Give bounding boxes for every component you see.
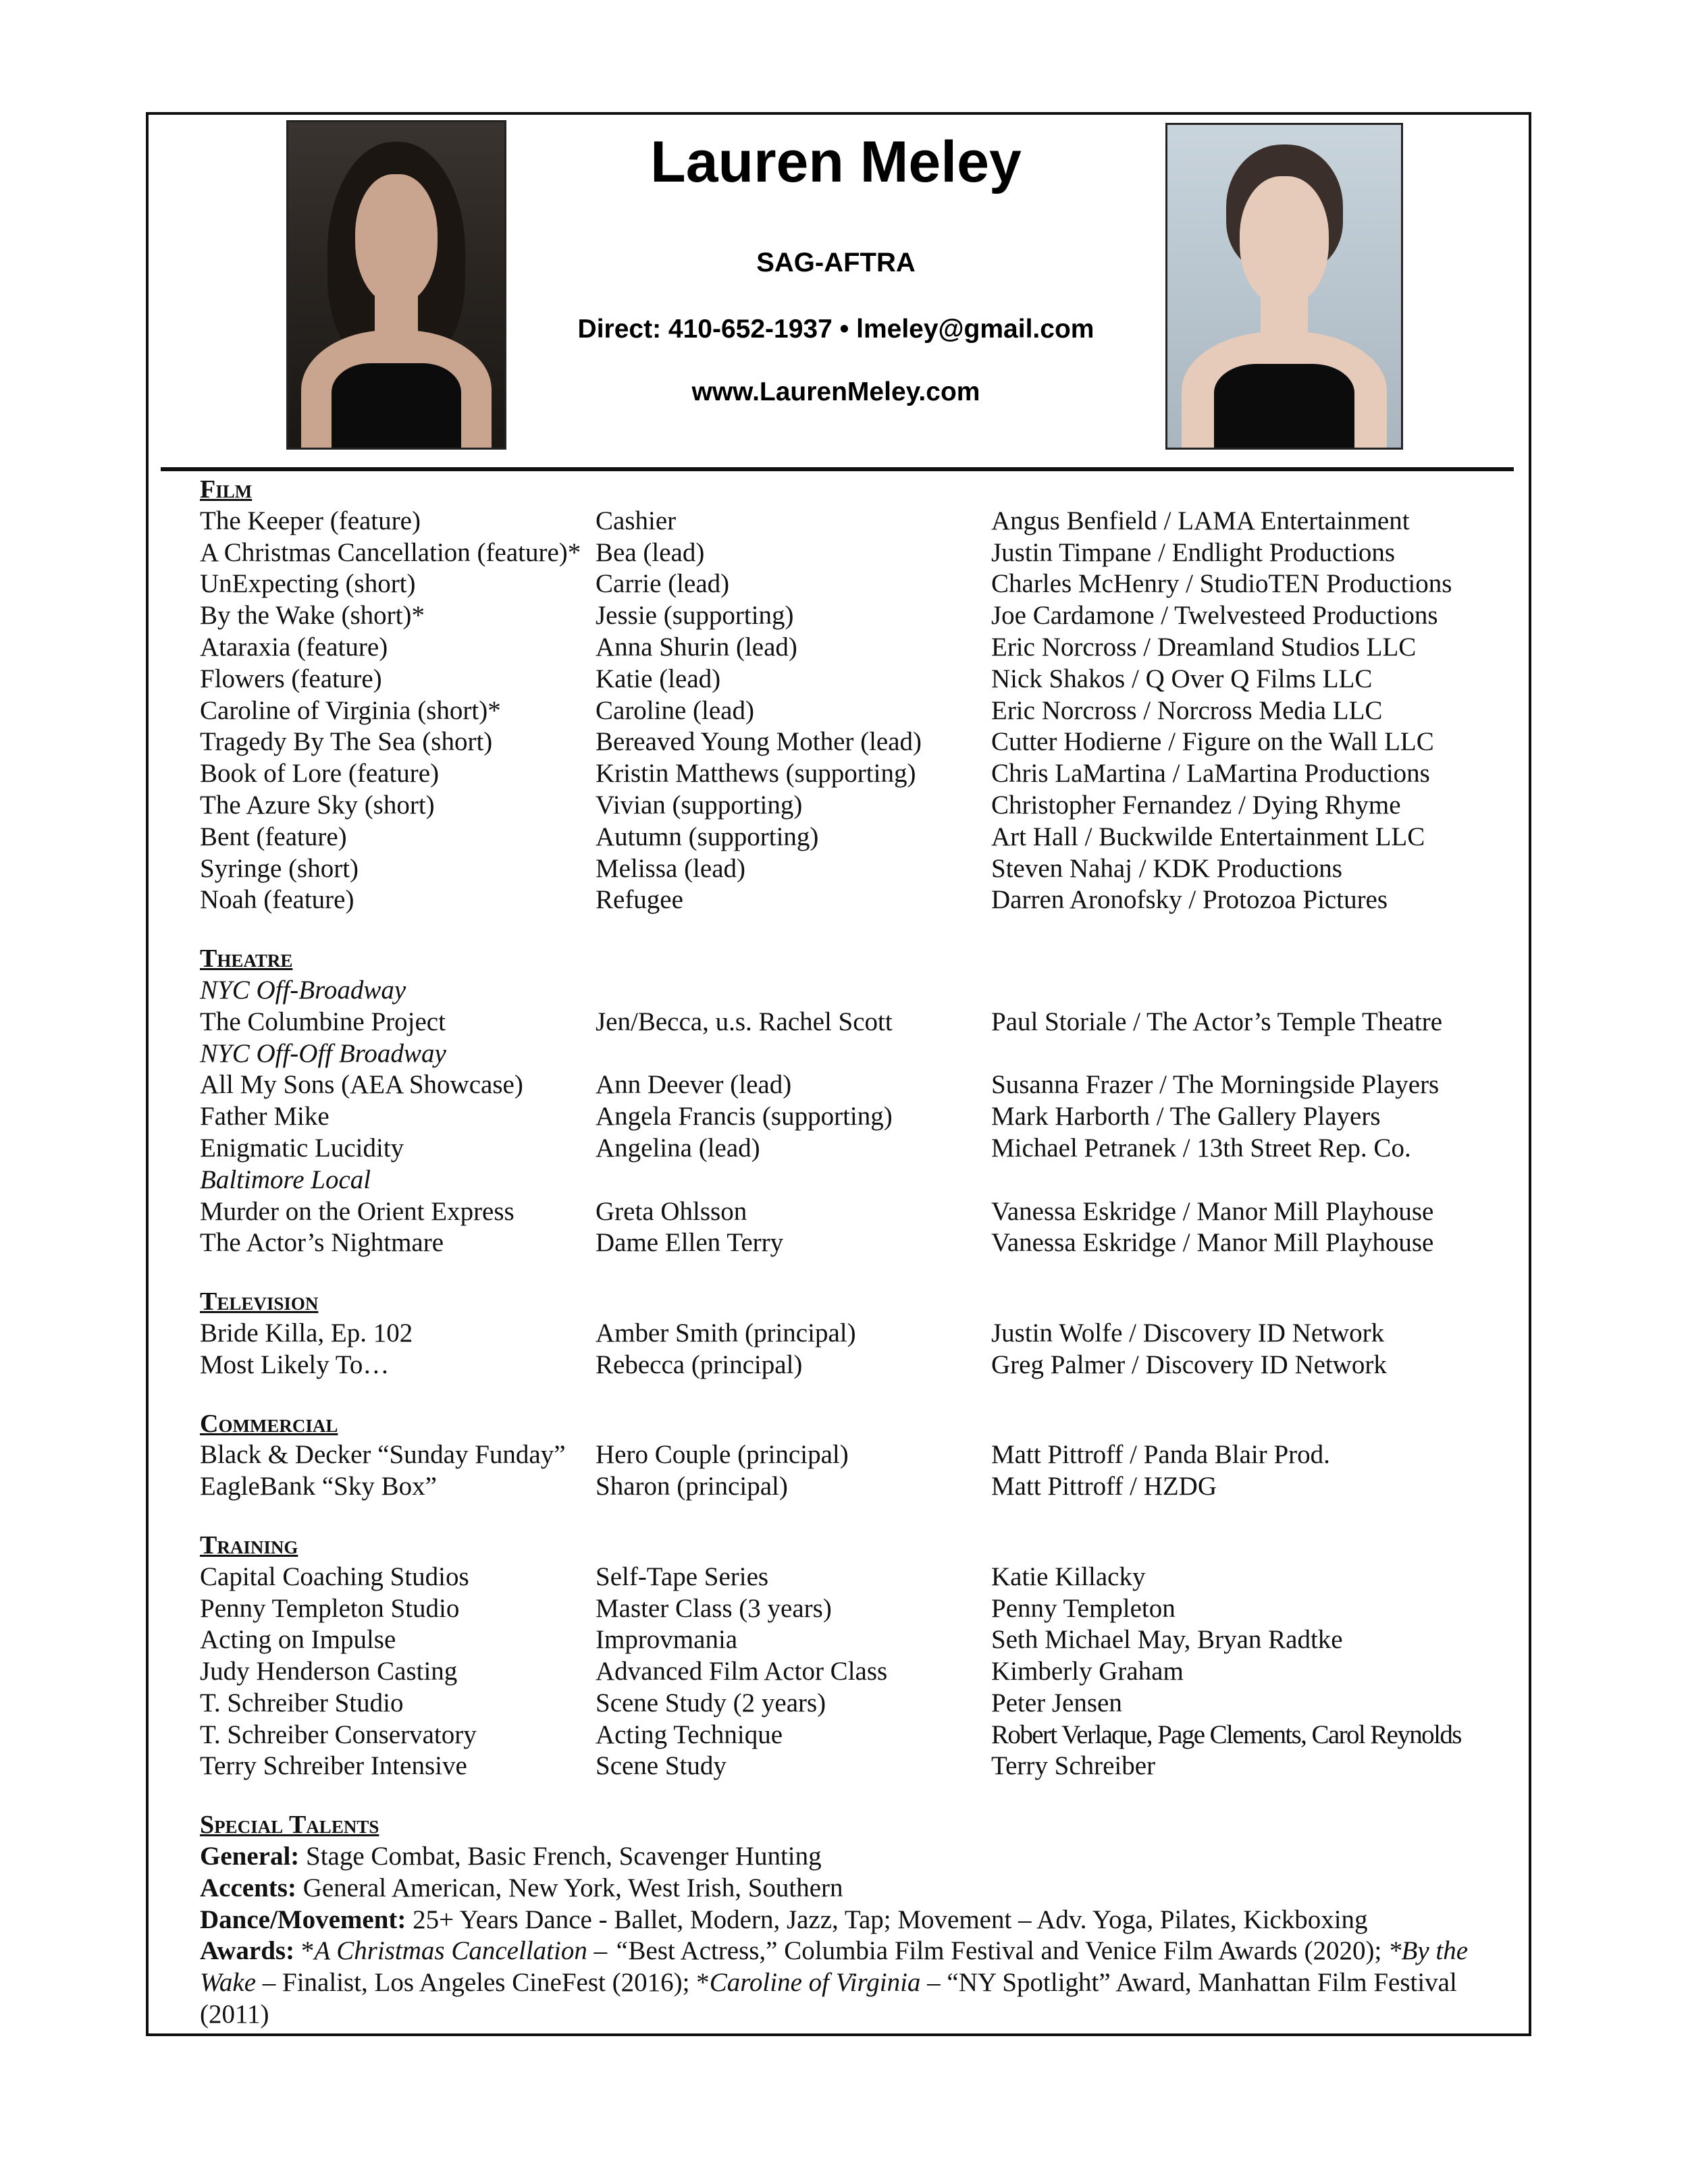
credit-director: Chris LaMartina / LaMartina Productions	[991, 759, 1430, 789]
credit-row	[200, 1227, 1516, 1259]
credit-title: The Azure Sky (short)	[200, 790, 435, 820]
credit-title: Flowers (feature)	[200, 664, 382, 693]
credit-row	[200, 1688, 1516, 1720]
credit-role: Rebecca (principal)	[596, 1350, 803, 1379]
credit-title: Book of Lore (feature)	[200, 759, 440, 789]
header-divider	[161, 467, 1514, 471]
credit-title: Ataraxia (feature)	[200, 632, 388, 662]
credit-title: Bride Killa, Ep. 102	[200, 1318, 413, 1348]
credit-director: Justin Timpane / Endlight Productions	[991, 537, 1396, 567]
credit-title: By the Wake (short)*	[200, 601, 425, 631]
credit-title: T. Schreiber Conservatory	[200, 1720, 477, 1749]
talent-accents	[200, 1873, 1516, 1905]
credit-role: Carrie (lead)	[596, 569, 730, 599]
talent-general-label: General:	[200, 1842, 300, 1871]
actor-name: Lauren Meley	[650, 130, 1022, 194]
resume-body	[200, 474, 1516, 2031]
credit-role: Anna Shurin (lead)	[596, 632, 797, 662]
credit-director: Joe Cardamone / Twelvesteed Productions	[991, 601, 1438, 631]
theatre-venue-label: Baltimore Local	[200, 1165, 371, 1194]
credit-role: Refugee	[596, 885, 683, 915]
credit-director: Seth Michael May, Bryan Radtke	[991, 1625, 1343, 1655]
credit-role: Ann Deever (lead)	[596, 1070, 792, 1100]
credit-row	[200, 1624, 1516, 1656]
contact-info: Direct: 410-652-1937 • lmeley@gmail.com	[577, 315, 1094, 344]
credit-title: Judy Henderson Casting	[200, 1657, 458, 1686]
credit-role: Bereaved Young Mother (lead)	[596, 727, 922, 757]
credit-row	[200, 884, 1516, 916]
credit-row	[200, 1656, 1516, 1688]
credit-row	[200, 568, 1516, 600]
credit-row	[200, 1751, 1516, 1782]
credit-role: Sharon (principal)	[596, 1472, 788, 1501]
credit-row	[200, 600, 1516, 632]
credit-director: Steven Nahaj / KDK Productions	[991, 853, 1342, 883]
credit-title: Caroline of Virginia (short)*	[200, 695, 501, 725]
credit-row	[200, 1720, 1516, 1751]
credit-role: Melissa (lead)	[596, 853, 746, 883]
credit-title: Noah (feature)	[200, 885, 354, 915]
credit-role: Caroline (lead)	[596, 695, 754, 725]
credit-director: Peter Jensen	[991, 1688, 1122, 1717]
credit-title: Capital Coaching Studios	[200, 1562, 469, 1591]
credit-role: Angelina (lead)	[596, 1133, 760, 1163]
credit-row	[200, 537, 1516, 569]
credit-director: Paul Storiale / The Actor’s Temple Theatre	[991, 1007, 1443, 1036]
commercial-heading: Commercial	[200, 1409, 338, 1438]
credit-title: Tragedy By The Sea (short)	[200, 727, 493, 757]
film-credits	[200, 506, 1516, 916]
headshot-photo-left	[286, 120, 506, 450]
credit-row	[200, 1318, 1516, 1350]
credit-role: Vivian (supporting)	[596, 790, 803, 820]
credit-role: Jessie (supporting)	[596, 601, 794, 631]
credit-title: UnExpecting (short)	[200, 569, 416, 599]
credit-role: Advanced Film Actor Class	[596, 1657, 888, 1686]
talent-accents-text: General American, New York, West Irish, Southern	[296, 1873, 843, 1902]
credit-director: Nick Shakos / Q Over Q Films LLC	[991, 664, 1373, 693]
credit-role: Greta Ohlsson	[596, 1196, 747, 1226]
talent-accents-label: Accents:	[200, 1873, 296, 1902]
credit-director: Susanna Frazer / The Morningside Players	[991, 1070, 1440, 1100]
credit-role: Dame Ellen Terry	[596, 1228, 784, 1258]
award-1-text: Best Actress,” Columbia Film Festival and Venice Film Awards (2020);	[628, 1936, 1389, 1966]
credit-role: Kristin Matthews (supporting)	[596, 759, 916, 789]
credit-role: Bea (lead)	[596, 537, 705, 567]
credit-director: Justin Wolfe / Discovery ID Network	[991, 1318, 1385, 1348]
film-heading: Film	[200, 475, 253, 504]
credit-director: Eric Norcross / Dreamland Studios LLC	[991, 632, 1417, 662]
credit-row	[200, 1593, 1516, 1625]
credit-title: The Keeper (feature)	[200, 506, 421, 535]
training-heading: Training	[200, 1530, 298, 1560]
talent-dance-text: 25+ Years Dance - Ballet, Modern, Jazz, Tap; Movement – Adv. Yoga, Pilates, Kickboxing	[406, 1905, 1368, 1934]
credit-row	[200, 1007, 1516, 1038]
television-credits	[200, 1318, 1516, 1381]
talent-awards	[200, 1936, 1483, 2030]
credit-row	[200, 695, 1516, 727]
credit-row	[200, 1471, 1516, 1503]
credit-title: Enigmatic Lucidity	[200, 1133, 404, 1163]
credit-row	[200, 1133, 1516, 1165]
credit-title: EagleBank “Sky Box”	[200, 1472, 437, 1501]
credit-director: Mark Harborth / The Gallery Players	[991, 1102, 1381, 1131]
award-marker: *	[294, 1936, 315, 1966]
special-talents-heading: Special Talents	[200, 1811, 379, 1840]
credit-role: Acting Technique	[596, 1720, 783, 1749]
credit-director: Darren Aronofsky / Protozoa Pictures	[991, 885, 1388, 915]
credit-director: Katie Killacky	[991, 1562, 1146, 1591]
credit-role: Scene Study (2 years)	[596, 1688, 826, 1717]
credit-title: The Actor’s Nightmare	[200, 1228, 444, 1258]
credit-title: T. Schreiber Studio	[200, 1688, 404, 1717]
credit-role: Hero Couple (principal)	[596, 1440, 849, 1470]
credit-title: A Christmas Cancellation (feature)*	[200, 537, 581, 567]
talent-awards-label: Awards:	[200, 1936, 295, 1966]
credit-director: Greg Palmer / Discovery ID Network	[991, 1350, 1387, 1379]
credit-director: Vanessa Eskridge / Manor Mill Playhouse	[991, 1196, 1434, 1226]
credit-row	[200, 1069, 1516, 1101]
credit-row	[200, 1562, 1516, 1593]
credit-row	[200, 1196, 1516, 1228]
training-credits	[200, 1562, 1516, 1783]
credit-title: Murder on the Orient Express	[200, 1196, 515, 1226]
credit-title: Syringe (short)	[200, 853, 359, 883]
theatre-venue-label: NYC Off-Off Broadway	[200, 1038, 446, 1068]
credit-row	[200, 1439, 1516, 1471]
credit-director: Vanessa Eskridge / Manor Mill Playhouse	[991, 1228, 1434, 1258]
talent-general	[200, 1841, 1516, 1873]
talent-dance	[200, 1905, 1516, 1936]
award-2-title: *By the Wake	[200, 1936, 1469, 1998]
credit-row	[200, 632, 1516, 664]
theatre-venue-label: NYC Off-Broadway	[200, 975, 406, 1005]
credit-director: Penny Templeton	[991, 1593, 1176, 1623]
award-3-title: Caroline of Virginia	[709, 1968, 921, 1998]
credit-title: Father Mike	[200, 1102, 329, 1131]
credit-director: Kimberly Graham	[991, 1657, 1184, 1686]
credit-title: The Columbine Project	[200, 1007, 446, 1036]
talent-dance-label: Dance/Movement:	[200, 1905, 406, 1934]
theatre-heading: Theatre	[200, 944, 293, 974]
award-1-title: A Christmas Cancellation – “	[314, 1936, 629, 1966]
credit-director: Matt Pittroff / Panda Blair Prod.	[991, 1440, 1330, 1470]
credit-title: Black & Decker “Sunday Funday”	[200, 1440, 566, 1470]
credit-director: Matt Pittroff / HZDG	[991, 1472, 1217, 1501]
credit-director: Charles McHenry / StudioTEN Productions	[991, 569, 1452, 599]
credit-role: Autumn (supporting)	[596, 822, 819, 851]
credit-role: Master Class (3 years)	[596, 1593, 832, 1623]
credit-title: Acting on Impulse	[200, 1625, 396, 1655]
credit-role: Jen/Becca, u.s. Rachel Scott	[596, 1007, 893, 1036]
union-affiliation: SAG-AFTRA	[756, 248, 916, 277]
credit-title: Penny Templeton Studio	[200, 1593, 460, 1623]
credit-director: Christopher Fernandez / Dying Rhyme	[991, 790, 1401, 820]
credit-row	[200, 790, 1516, 822]
credit-row	[200, 664, 1516, 695]
credit-title: Most Likely To…	[200, 1350, 390, 1379]
credit-row	[200, 506, 1516, 537]
headshot-photo-right	[1165, 123, 1403, 450]
website-link[interactable]: www.LaurenMeley.com	[691, 377, 980, 406]
credit-role: Cashier	[596, 506, 677, 535]
credit-title: Bent (feature)	[200, 822, 347, 851]
credit-role: Angela Francis (supporting)	[596, 1102, 893, 1131]
credit-role: Amber Smith (principal)	[596, 1318, 856, 1348]
credit-role: Self-Tape Series	[596, 1562, 769, 1591]
credit-director: Michael Petranek / 13th Street Rep. Co.	[991, 1133, 1411, 1163]
credit-row	[200, 853, 1516, 885]
credit-row	[200, 758, 1516, 790]
credit-role: Improvmania	[596, 1625, 738, 1655]
theatre-credits	[200, 975, 1516, 1259]
credit-role: Katie (lead)	[596, 664, 721, 693]
credit-title: Terry Schreiber Intensive	[200, 1751, 467, 1781]
credit-row	[200, 1350, 1516, 1381]
television-heading: Television	[200, 1287, 319, 1316]
talent-general-text: Stage Combat, Basic French, Scavenger Hunting	[299, 1842, 822, 1871]
credit-row	[200, 726, 1516, 758]
credit-director: Eric Norcross / Norcross Media LLC	[991, 695, 1383, 725]
credit-director: Robert Verlaque, Page Clements, Carol Reynolds	[991, 1720, 1461, 1749]
credit-row	[200, 822, 1516, 853]
credit-row	[200, 1101, 1516, 1133]
credit-director: Angus Benfield / LAMA Entertainment	[991, 506, 1410, 535]
credit-title: All My Sons (AEA Showcase)	[200, 1070, 523, 1100]
award-2-text: – Finalist, Los Angeles CineFest (2016); *	[256, 1968, 710, 1998]
credit-director: Terry Schreiber	[991, 1751, 1156, 1781]
award-3-text: – “NY Spotlight” Award, Manhattan Film Festival (2011)	[200, 1968, 1457, 2029]
credit-director: Art Hall / Buckwilde Entertainment LLC	[991, 822, 1425, 851]
credit-role: Scene Study	[596, 1751, 727, 1781]
credit-director: Cutter Hodierne / Figure on the Wall LLC	[991, 727, 1434, 757]
commercial-credits	[200, 1439, 1516, 1503]
